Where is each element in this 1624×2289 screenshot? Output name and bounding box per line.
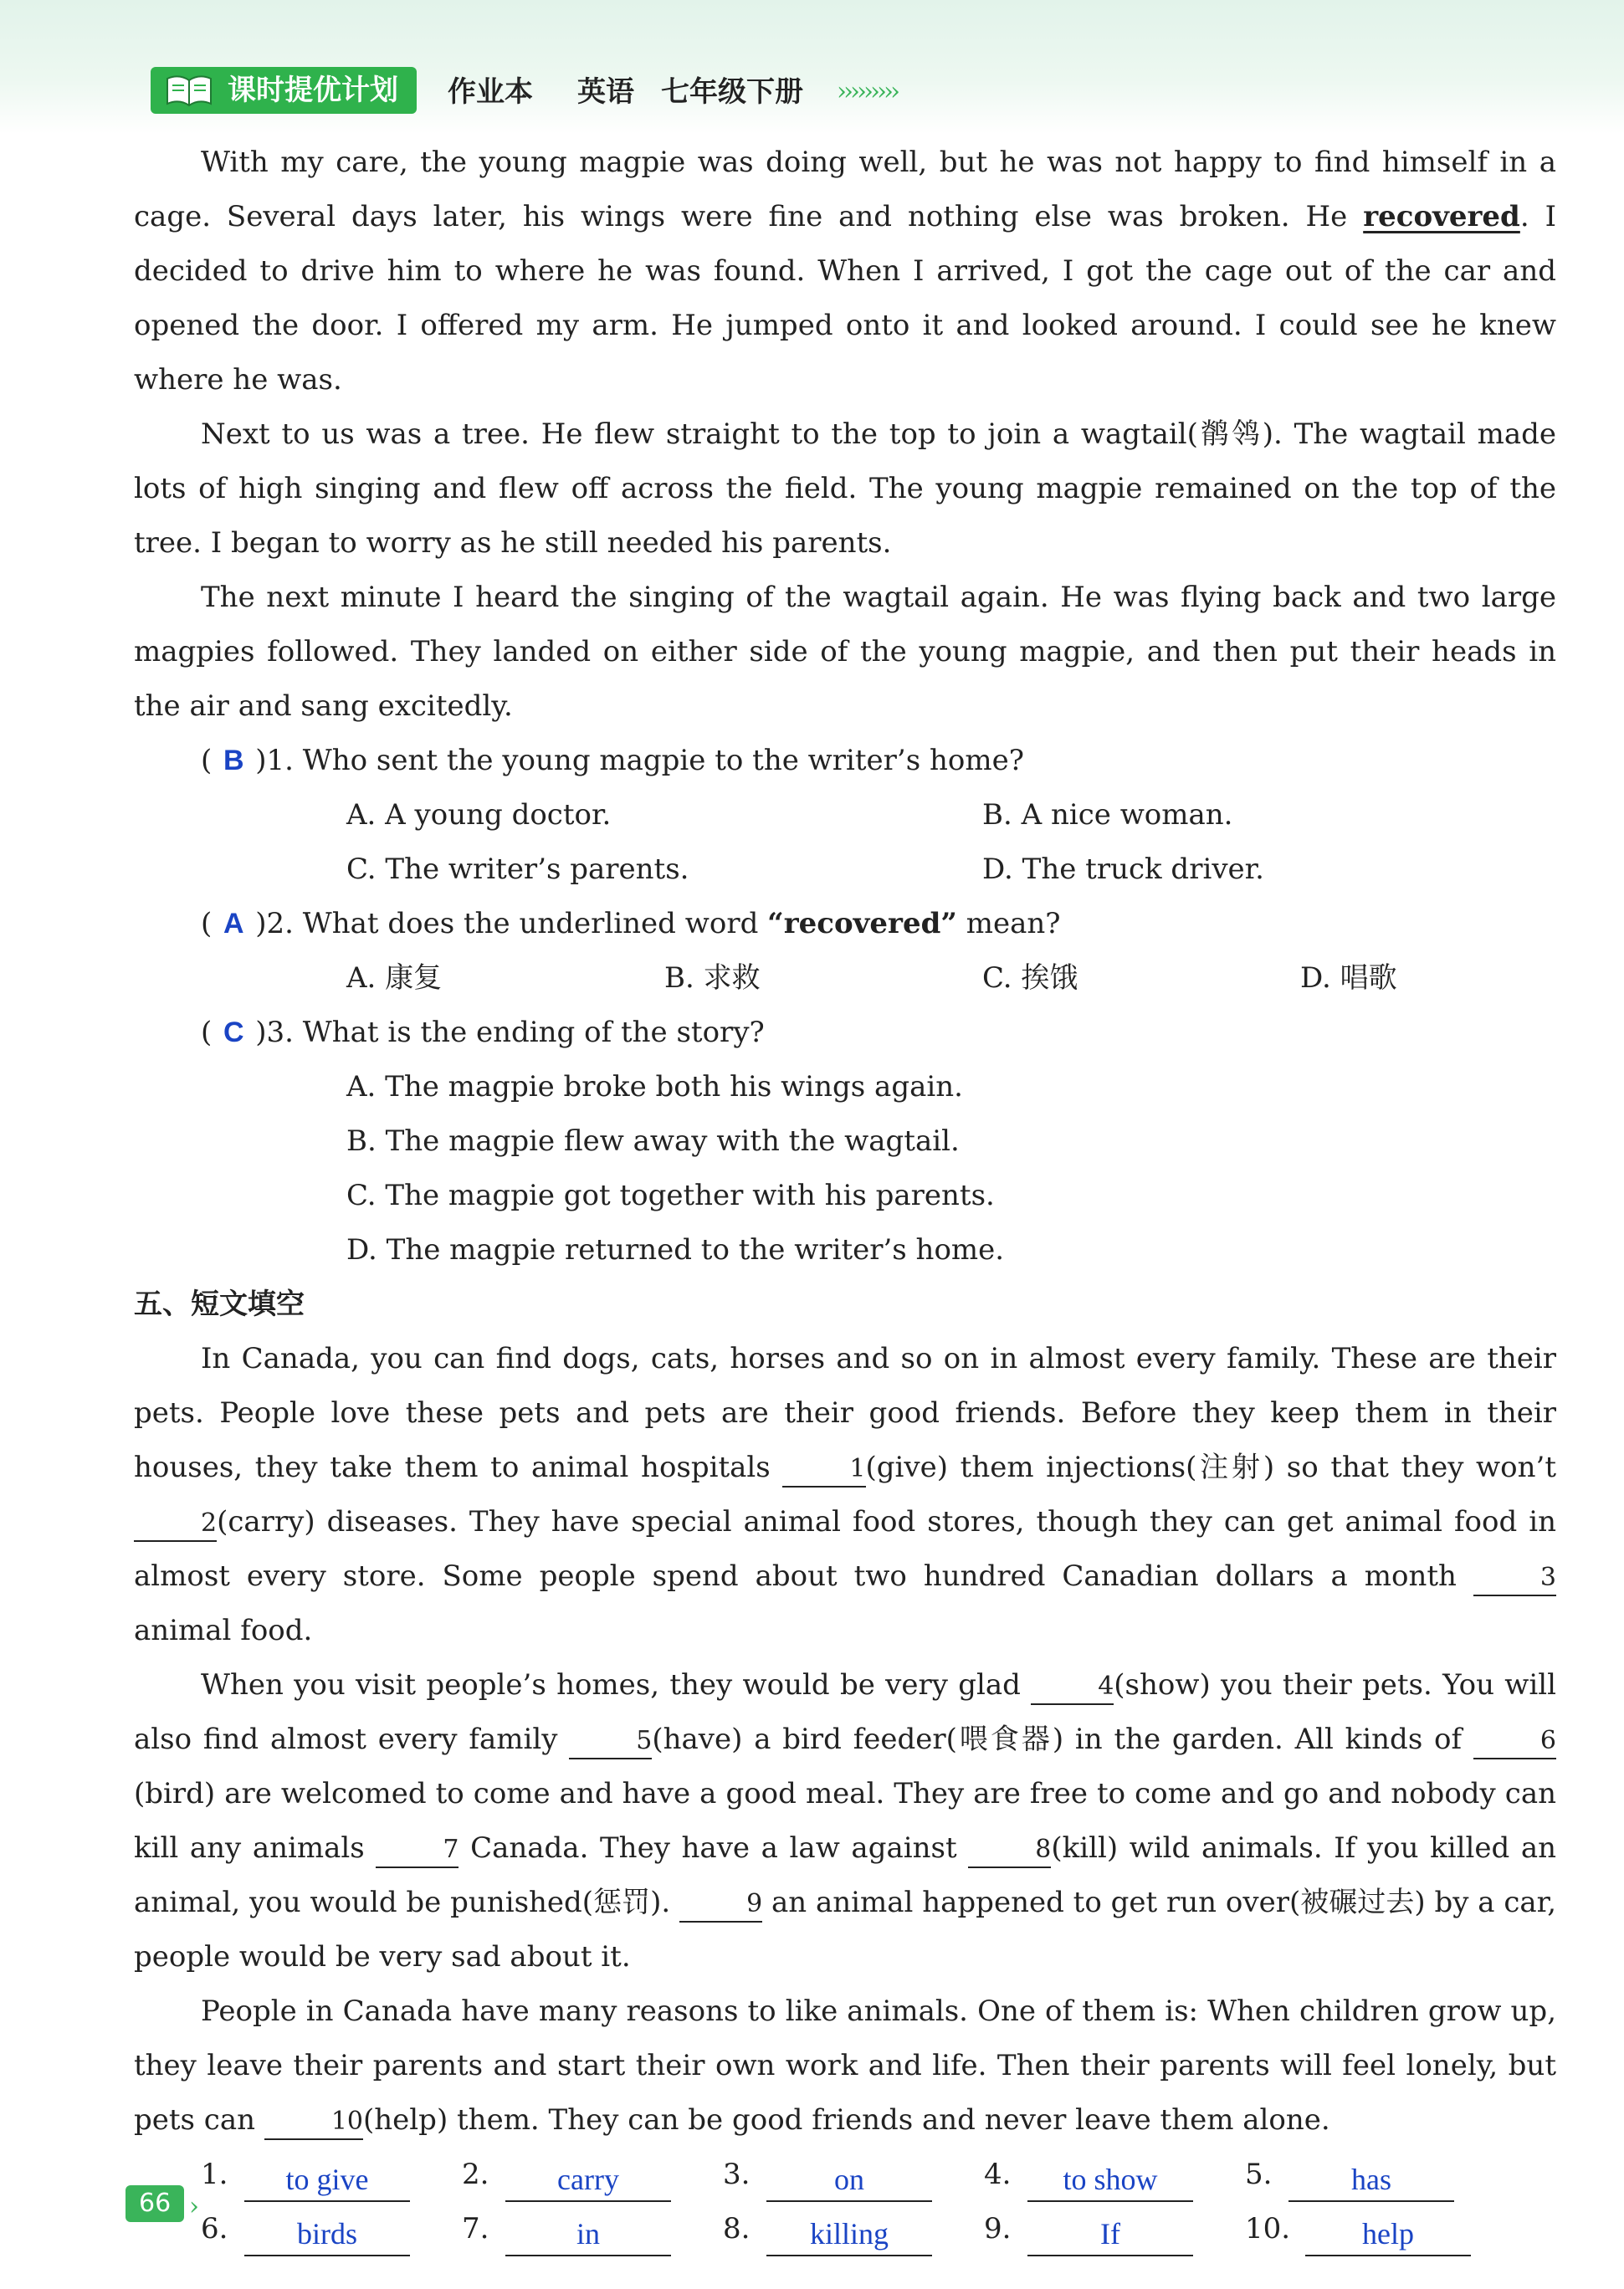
- answer-text: in: [505, 2213, 671, 2256]
- answer-item: 8. killing: [723, 2202, 984, 2256]
- cloze-paragraph: People in Canada have many reasons to like animals. One of them is: When children grow up, they leave their parents and start their own work and life. Then their parents will feel lonely, but pets can 10(help) them. They can be good friends and never leave them alone.: [134, 1984, 1556, 2148]
- passage-paragraph: The next minute I heard the singing of the wagtail again. He was flying back and two large magpies followed. They landed on either side of the young magpie, and then put their heads in the air and sang excitedly.: [134, 581, 1556, 723]
- answer-item: 6. birds: [201, 2202, 462, 2256]
- question-1: ( B )1. Who sent the young magpie to the writer’s home?: [134, 734, 1556, 788]
- answer-text: has: [1288, 2158, 1454, 2202]
- page-header: [0, 0, 1624, 134]
- cloze-paragraph: In Canada, you can find dogs, cats, horses and so on in almost every family. These are their pets. People love these pets and pets are their good friends. Before they keep them in their houses, they take them to animal hospitals 1(give) them injections(注射) so that they won’t 2(carry) diseases. They have special animal food stores, though they can get animal food in almost every store. Some people spend about two hundred Canadian dollars a month 3 animal food.: [134, 1342, 1557, 1647]
- blank: 8: [968, 1833, 1051, 1868]
- question-3: ( C )3. What is the ending of the story?: [134, 1006, 1556, 1060]
- page-number: 66: [126, 2185, 184, 2222]
- blank: 5: [569, 1724, 652, 1759]
- answer-text: killing: [766, 2213, 932, 2256]
- open-book-icon: [164, 72, 214, 109]
- answer-item: 3. on: [723, 2148, 984, 2202]
- answer-item: 2. carry: [462, 2148, 723, 2202]
- underlined-word: recovered: [1363, 200, 1520, 233]
- answer-mark: A: [223, 908, 244, 940]
- blank: 1: [782, 1452, 865, 1488]
- answer-key: [134, 2148, 1556, 2256]
- option: A. The magpie broke both his wings again.: [346, 1070, 963, 1104]
- question-text: Who sent the young magpie to the writer’s home?: [302, 744, 1024, 777]
- option: C. 挨饿: [982, 961, 1078, 995]
- brand-title: 课时提优计划: [228, 74, 398, 107]
- header-arrows: ›››››››››: [837, 77, 897, 106]
- option: A. 康复: [346, 961, 443, 995]
- option: C. The magpie got together with his parents.: [346, 1179, 995, 1212]
- answer-item: 5. has: [1245, 2148, 1506, 2202]
- option: B. 求救: [664, 961, 761, 995]
- options-q1: [134, 788, 1556, 897]
- option: D. 唱歌: [1300, 961, 1397, 995]
- option: D. The magpie returned to the writer’s home.: [346, 1233, 1005, 1267]
- answer-item: 4. to show: [984, 2148, 1245, 2202]
- blank: 4: [1031, 1670, 1114, 1705]
- subject: 英语: [577, 75, 634, 109]
- options-q3: [134, 1060, 1556, 1278]
- answer-item: 10. help: [1245, 2202, 1506, 2256]
- option: B. The magpie flew away with the wagtail.: [346, 1124, 960, 1158]
- answer-mark: B: [223, 745, 244, 776]
- answer-mark: C: [223, 1016, 244, 1048]
- page-content: [134, 136, 1556, 2256]
- brand-badge: [151, 67, 417, 114]
- answer-text: If: [1027, 2213, 1193, 2256]
- blank: 6: [1473, 1724, 1556, 1759]
- option: C. The writer’s parents.: [346, 853, 689, 886]
- blank: 2: [134, 1507, 217, 1542]
- answer-text: on: [766, 2158, 932, 2202]
- answer-text: to give: [244, 2158, 410, 2202]
- answer-item: 1. to give: [201, 2148, 462, 2202]
- book-type: 作业本: [448, 75, 533, 109]
- answer-item: 9. If: [984, 2202, 1245, 2256]
- option: B. A nice woman.: [982, 798, 1233, 832]
- question-2: ( A )2. What does the underlined word “recovered” mean?: [134, 897, 1556, 951]
- answer-text: birds: [244, 2213, 410, 2256]
- page-arrow-icon: ›: [189, 2192, 199, 2221]
- passage-paragraph: Next to us was a tree. He flew straight to the top to join a wagtail(鹡鸰). The wagtail made lots of high singing and flew off across the field. The young magpie remained on the top of the tree. I began to worry as he still needed his parents.: [134, 417, 1556, 560]
- answer-text: carry: [505, 2158, 671, 2202]
- section-title: 五、短文填空: [134, 1288, 305, 1321]
- question-text: What is the ending of the story?: [302, 1016, 765, 1049]
- blank: 9: [679, 1887, 762, 1923]
- blank: 7: [376, 1833, 459, 1868]
- answer-text: help: [1305, 2213, 1471, 2256]
- answer-text: to show: [1027, 2158, 1193, 2202]
- cloze-paragraph: When you visit people’s homes, they would be very glad 4(show) you their pets. You will also find almost every family 5(have) a bird feeder(喂食器) in the garden. All kinds of 6(bird) are welcomed to come and have a good meal. They are free to come and go and nobody can kill any animals 7 Canada. They have a law against 8(kill) wild animals. If you killed an animal, you would be punished(惩罚). 9 an animal happened to get run over(被碾过去) by a car, people would be very sad about it.: [134, 1668, 1557, 1974]
- grade: 七年级下册: [661, 75, 803, 109]
- answer-item: 7. in: [462, 2202, 723, 2256]
- blank: 3: [1473, 1561, 1556, 1596]
- option: D. The truck driver.: [982, 853, 1264, 886]
- option: A. A young doctor.: [346, 798, 612, 832]
- options-q2: [134, 951, 1556, 1006]
- blank: 10: [264, 2105, 363, 2140]
- passage-paragraph: With my care, the young magpie was doing well, but he was not happy to find himself in a cage. Several days later, his wings were fine and nothing else was broken. He recovered. I decided to drive him to where he was found. When I arrived, I got the cage out of the car and opened the door. I offered my arm. He jumped onto it and looked around. I could see he knew where he was.: [134, 146, 1557, 397]
